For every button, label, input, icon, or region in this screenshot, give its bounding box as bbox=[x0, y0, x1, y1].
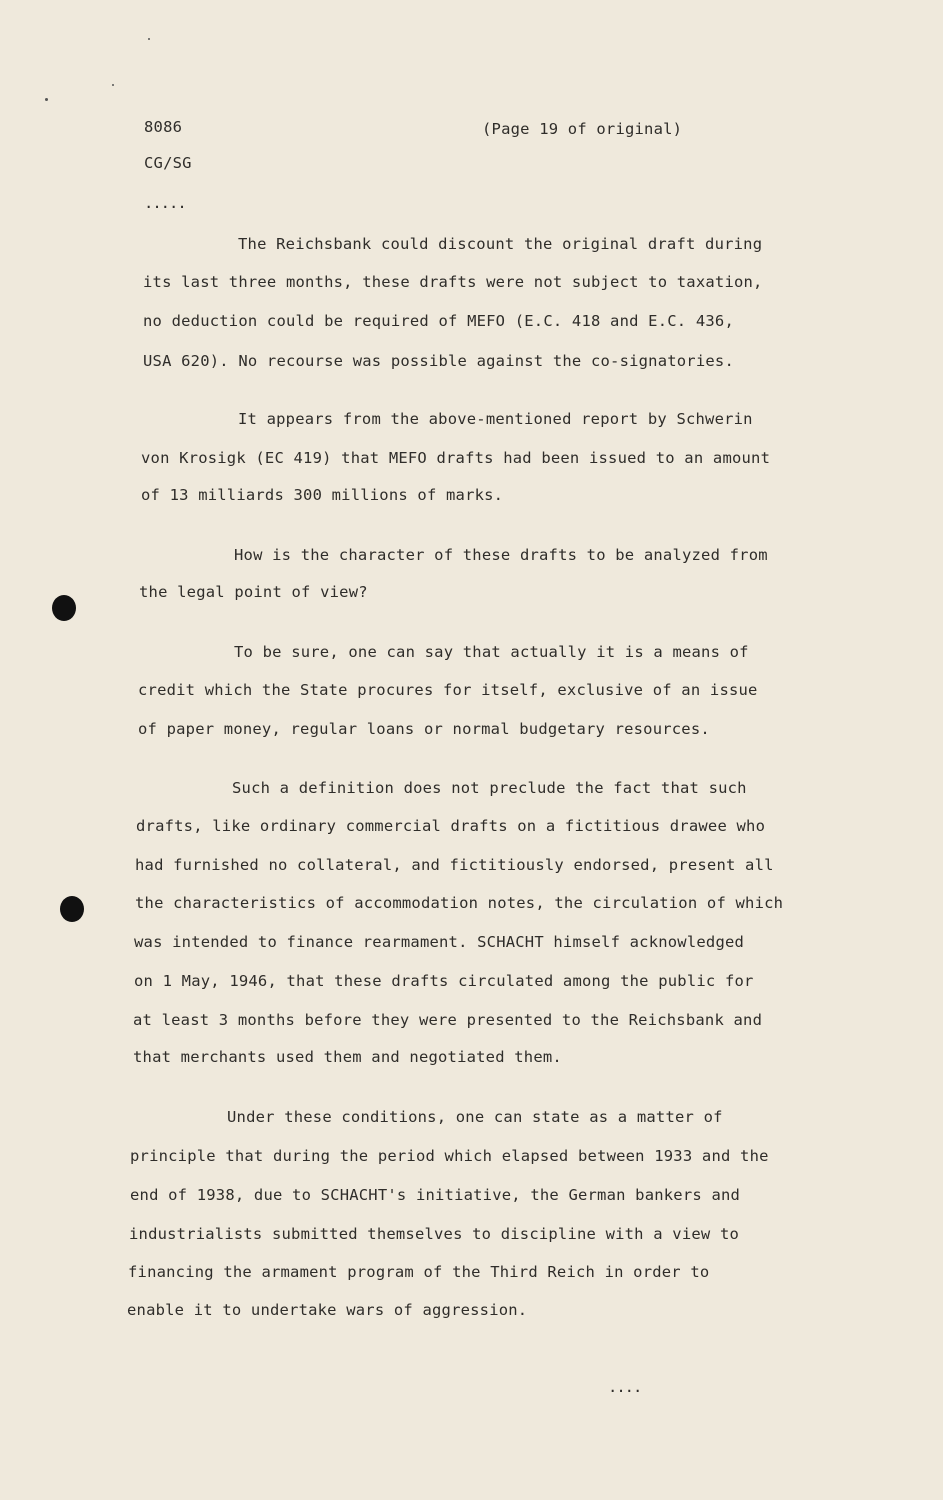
paper-speck bbox=[148, 38, 150, 40]
paper-speck bbox=[112, 84, 114, 86]
paragraph-6-line-4: industrialists submitted themselves to discipline with a view to bbox=[129, 1225, 740, 1243]
paragraph-6-line-5: financing the armament program of the Third Reich in order to bbox=[128, 1263, 710, 1281]
paragraph-5-line-5: was intended to finance rearmament. SCHACHT himself acknowledged bbox=[134, 933, 745, 951]
paragraph-5-line-4: the characteristics of accommodation notes, the circulation of which bbox=[135, 894, 784, 912]
document-number: 8086 bbox=[144, 118, 183, 136]
paragraph-5-line-8: that merchants used them and negotiated them. bbox=[133, 1048, 562, 1066]
punch-hole bbox=[60, 896, 84, 922]
paragraph-2-line-2: von Krosigk (EC 419) that MEFO drafts had been issued to an amount bbox=[141, 449, 771, 467]
paragraph-3-line-1: How is the character of these drafts to be analyzed from bbox=[234, 546, 768, 564]
paragraph-1-line-4: USA 620). No recourse was possible against the co-signatories. bbox=[143, 352, 734, 370]
paragraph-5-line-3: had furnished no collateral, and fictitiously endorsed, present all bbox=[135, 856, 774, 874]
paragraph-1-line-3: no deduction could be required of MEFO (E.C. 418 and E.C. 436, bbox=[143, 312, 734, 330]
paragraph-2-line-3: of 13 milliards 300 millions of marks. bbox=[141, 486, 504, 504]
paragraph-6-line-3: end of 1938, due to SCHACHT's initiative, the German bankers and bbox=[130, 1186, 741, 1204]
continuation-dots: .... bbox=[608, 1378, 642, 1396]
paragraph-6-line-6: enable it to undertake wars of aggression. bbox=[127, 1301, 528, 1319]
paragraph-5-line-7: at least 3 months before they were presented to the Reichsbank and bbox=[133, 1011, 763, 1029]
paragraph-1-line-2: its last three months, these drafts were not subject to taxation, bbox=[143, 273, 763, 291]
paragraph-5-line-2: drafts, like ordinary commercial drafts on a fictitious drawee who bbox=[136, 817, 766, 835]
paragraph-4-line-3: of paper money, regular loans or normal budgetary resources. bbox=[138, 720, 710, 738]
header-dots: ..... bbox=[144, 194, 186, 212]
page-reference: (Page 19 of original) bbox=[482, 120, 683, 138]
paragraph-3-line-2: the legal point of view? bbox=[139, 583, 368, 601]
paragraph-2-line-1: It appears from the above-mentioned report by Schwerin bbox=[238, 410, 753, 428]
paragraph-4-line-1: To be sure, one can say that actually it is a means of bbox=[234, 643, 749, 661]
paragraph-4-line-2: credit which the State procures for itself, exclusive of an issue bbox=[138, 681, 758, 699]
paper-speck bbox=[45, 98, 48, 101]
paragraph-5-line-6: on 1 May, 1946, that these drafts circulated among the public for bbox=[134, 972, 754, 990]
paragraph-6-line-1: Under these conditions, one can state as a matter of bbox=[227, 1108, 723, 1126]
typist-initials: CG/SG bbox=[144, 154, 192, 172]
paragraph-5-line-1: Such a definition does not preclude the fact that such bbox=[232, 779, 747, 797]
paragraph-1-line-1: The Reichsbank could discount the original draft during bbox=[238, 235, 763, 253]
punch-hole bbox=[52, 595, 76, 621]
paragraph-6-line-2: principle that during the period which elapsed between 1933 and the bbox=[130, 1147, 769, 1165]
